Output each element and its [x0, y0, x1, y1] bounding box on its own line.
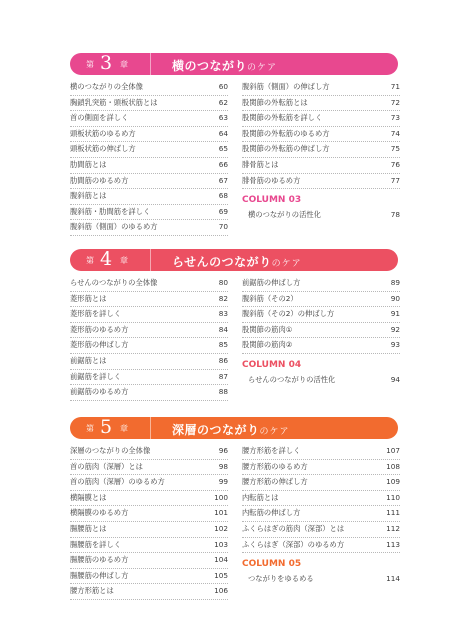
- entry-title: 腰方形筋を詳しく: [242, 444, 302, 458]
- toc-entry[interactable]: [242, 174, 400, 190]
- entry-title: 腸腰筋のゆるめ方: [70, 553, 130, 567]
- toc-entry[interactable]: [70, 584, 228, 600]
- entry-title: 横隔膜とは: [70, 491, 108, 505]
- toc-entry[interactable]: [70, 307, 228, 323]
- toc-entry[interactable]: [70, 158, 228, 174]
- entry-page: 109: [384, 475, 400, 489]
- column-heading: COLUMN 05: [242, 559, 302, 570]
- column-entry[interactable]: [242, 373, 400, 387]
- entry-page: 103: [212, 538, 228, 552]
- toc-entry[interactable]: [70, 460, 228, 476]
- entry-page: 113: [384, 538, 400, 552]
- toc-entry[interactable]: [70, 142, 228, 158]
- toc-entry[interactable]: [70, 292, 228, 308]
- toc-entry[interactable]: [242, 292, 400, 308]
- header-divider: [150, 249, 151, 271]
- entry-page: 75: [389, 142, 400, 156]
- chapter-suffix: 章: [120, 256, 128, 265]
- column-page: 114: [386, 574, 400, 584]
- toc-entry[interactable]: [242, 491, 400, 507]
- entry-page: 93: [389, 338, 400, 352]
- entry-title: らせんのつながりの全体像: [70, 276, 159, 290]
- column-title: らせんのつながりの活性化: [248, 374, 336, 384]
- column-title: 横のつながりの活性化: [248, 210, 321, 220]
- entry-title: 腹斜筋（側面）の伸ばし方: [242, 80, 332, 94]
- right-column: [242, 80, 400, 222]
- column-heading: COLUMN 03: [242, 195, 302, 206]
- chapter-header-band: [70, 249, 398, 271]
- entry-page: 76: [389, 158, 400, 172]
- entry-title: 菱形筋とは: [70, 292, 108, 306]
- toc-entry[interactable]: [242, 158, 400, 174]
- toc-entry[interactable]: [70, 444, 228, 460]
- entry-title: 腹斜筋・肋間筋を詳しく: [70, 205, 152, 219]
- entry-title: 肋間筋のゆるめ方: [70, 174, 130, 188]
- toc-entry[interactable]: [70, 569, 228, 585]
- toc-entry[interactable]: [242, 323, 400, 339]
- toc-entry[interactable]: [70, 491, 228, 507]
- chapter-number: 4: [100, 249, 113, 270]
- entry-title: 頭板状筋の伸ばし方: [70, 142, 138, 156]
- right-column: [242, 444, 400, 586]
- chapter-title: [172, 253, 302, 270]
- entry-title: 腹斜筋とは: [70, 189, 108, 203]
- toc-entry[interactable]: [70, 205, 228, 221]
- chapter-title: [172, 57, 277, 74]
- toc-entry[interactable]: [242, 444, 400, 460]
- entry-title: ふくらはぎの筋肉（深部）とは: [242, 522, 346, 536]
- chapter-title-main: 深層のつながり: [172, 423, 260, 437]
- entry-title: ふくらはぎ（深部）のゆるめ方: [242, 538, 346, 552]
- header-divider: [150, 417, 151, 439]
- entry-title: 腸腰筋を詳しく: [70, 538, 123, 552]
- entry-page: 91: [389, 307, 400, 321]
- entry-page: 85: [217, 338, 228, 352]
- entry-title: 内転筋の伸ばし方: [242, 506, 302, 520]
- entry-page: 107: [384, 444, 400, 458]
- entry-page: 77: [389, 174, 400, 188]
- entry-title: 胸鎖乳突筋・頭板状筋とは: [70, 96, 160, 110]
- entry-title: 前鋸筋を詳しく: [70, 370, 123, 384]
- entry-page: 70: [217, 220, 228, 234]
- entry-page: 92: [389, 323, 400, 337]
- entry-page: 86: [217, 354, 228, 368]
- left-column: [70, 276, 228, 401]
- entry-page: 88: [217, 385, 228, 399]
- entry-title: 深層のつながりの全体像: [70, 444, 152, 458]
- chapter-suffix: 章: [120, 424, 128, 433]
- entry-page: 89: [389, 276, 400, 290]
- entry-title: 前鋸筋とは: [70, 354, 108, 368]
- entry-title: 頭板状筋のゆるめ方: [70, 127, 138, 141]
- entry-title: 腰方形筋の伸ばし方: [242, 475, 310, 489]
- entry-page: 84: [217, 323, 228, 337]
- entry-page: 64: [217, 127, 228, 141]
- entry-page: 71: [389, 80, 400, 94]
- chapter-number: 3: [100, 53, 113, 74]
- toc-entry[interactable]: [70, 111, 228, 127]
- entry-page: 108: [384, 460, 400, 474]
- entry-title: 腹斜筋（その2）: [242, 292, 300, 306]
- chapter-title-main: らせんのつながり: [172, 255, 272, 269]
- entry-page: 69: [217, 205, 228, 219]
- toc-entry[interactable]: [70, 174, 228, 190]
- entry-title: 横隔膜のゆるめ方: [70, 506, 130, 520]
- entry-title: 股関節の外転筋のゆるめ方: [242, 127, 332, 141]
- entry-page: 67: [217, 174, 228, 188]
- toc-entry[interactable]: [242, 338, 400, 354]
- entry-title: 首の筋肉（深層）のゆるめ方: [70, 475, 167, 489]
- entry-page: 111: [384, 506, 400, 520]
- entry-title: 首の側面を詳しく: [70, 111, 130, 125]
- toc-entry[interactable]: [70, 323, 228, 339]
- entry-title: 腹斜筋（その2）の伸ばし方: [242, 307, 336, 321]
- entry-page: 101: [212, 506, 228, 520]
- entry-title: 前鋸筋のゆるめ方: [70, 385, 130, 399]
- chapter-title: [172, 421, 290, 438]
- chapter-title-sub: のケア: [271, 259, 302, 269]
- toc-entry[interactable]: [70, 338, 228, 354]
- toc-entry[interactable]: [70, 506, 228, 522]
- entry-page: 98: [217, 460, 228, 474]
- entry-page: 72: [389, 96, 400, 110]
- toc-entry[interactable]: [70, 538, 228, 554]
- entry-page: 106: [212, 584, 228, 598]
- toc-entry[interactable]: [70, 385, 228, 401]
- chapter-prefix: 第: [86, 60, 94, 69]
- entry-page: 112: [384, 522, 400, 536]
- entry-title: 肋間筋とは: [70, 158, 108, 172]
- entry-title: 股関節の筋肉②: [242, 338, 294, 352]
- chapter-header-band: [70, 53, 398, 75]
- toc-entry[interactable]: [242, 522, 400, 538]
- entry-page: 90: [389, 292, 400, 306]
- entry-title: 股関節の外転筋を詳しく: [242, 111, 324, 125]
- toc-entry[interactable]: [242, 538, 400, 554]
- left-column: [70, 444, 228, 600]
- toc-entry[interactable]: [242, 96, 400, 112]
- entry-title: 首の筋肉（深層）とは: [70, 460, 145, 474]
- chapter-number: 5: [100, 417, 113, 438]
- entry-page: 63: [217, 111, 228, 125]
- toc-entry[interactable]: [70, 80, 228, 96]
- toc-entry[interactable]: [242, 127, 400, 143]
- chapter-section: [70, 249, 400, 397]
- entry-title: 腰方形筋とは: [70, 584, 116, 598]
- toc-entry[interactable]: [70, 220, 228, 236]
- toc-entry[interactable]: [70, 475, 228, 491]
- chapter-title-sub: のケア: [259, 427, 290, 437]
- entry-page: 66: [217, 158, 228, 172]
- entry-title: 横のつながりの全体像: [70, 80, 145, 94]
- entry-page: 110: [384, 491, 400, 505]
- chapter-prefix: 第: [86, 256, 94, 265]
- toc-entry[interactable]: [242, 111, 400, 127]
- chapter-title-main: 横のつながり: [172, 59, 248, 73]
- toc-entry[interactable]: [242, 80, 400, 96]
- entry-title: 腓骨筋とは: [242, 158, 280, 172]
- entry-page: 87: [217, 370, 228, 384]
- chapter-prefix: 第: [86, 424, 94, 433]
- entry-title: 腸腰筋の伸ばし方: [70, 569, 130, 583]
- entry-title: 股関節の筋肉①: [242, 323, 294, 337]
- entry-title: 腹斜筋（側面）のゆるめ方: [70, 220, 160, 234]
- entry-page: 99: [217, 475, 228, 489]
- chapter-section: [70, 417, 400, 596]
- entry-title: 菱形筋の伸ばし方: [70, 338, 130, 352]
- entry-page: 80: [217, 276, 228, 290]
- column-entry[interactable]: [242, 572, 400, 586]
- toc-entry[interactable]: [70, 522, 228, 538]
- right-column: [242, 276, 400, 387]
- entry-page: 68: [217, 189, 228, 203]
- toc-entry[interactable]: [242, 307, 400, 323]
- chapter-header-band: [70, 417, 398, 439]
- entry-title: 内転筋とは: [242, 491, 280, 505]
- toc-entry[interactable]: [242, 460, 400, 476]
- entry-page: 74: [389, 127, 400, 141]
- entry-title: 腓骨筋のゆるめ方: [242, 174, 302, 188]
- column-title: つながりをゆるめる: [248, 574, 314, 584]
- entry-title: 菱形筋を詳しく: [70, 307, 123, 321]
- column-page: 94: [390, 374, 400, 384]
- chapter-title-sub: のケア: [247, 63, 278, 73]
- toc-entry[interactable]: [70, 370, 228, 386]
- header-divider: [150, 53, 151, 75]
- entry-page: 62: [217, 96, 228, 110]
- entry-page: 100: [212, 491, 228, 505]
- toc-entry[interactable]: [70, 96, 228, 112]
- entry-page: 83: [217, 307, 228, 321]
- column-entry[interactable]: [242, 208, 400, 222]
- left-column: [70, 80, 228, 236]
- entry-title: 腸腰筋とは: [70, 522, 108, 536]
- entry-page: 104: [212, 553, 228, 567]
- column-heading: COLUMN 04: [242, 359, 302, 370]
- toc-entry[interactable]: [242, 475, 400, 491]
- toc-entry[interactable]: [70, 276, 228, 292]
- entry-title: 菱形筋のゆるめ方: [70, 323, 130, 337]
- entry-page: 102: [212, 522, 228, 536]
- toc-entry[interactable]: [242, 276, 400, 292]
- entry-page: 60: [217, 80, 228, 94]
- entry-title: 腰方形筋のゆるめ方: [242, 460, 310, 474]
- toc-entry[interactable]: [70, 127, 228, 143]
- toc-entry[interactable]: [242, 142, 400, 158]
- entry-title: 前鋸筋の伸ばし方: [242, 276, 302, 290]
- toc-entry[interactable]: [70, 354, 228, 370]
- entry-page: 73: [389, 111, 400, 125]
- toc-entry[interactable]: [242, 506, 400, 522]
- column-page: 78: [390, 210, 400, 220]
- entry-title: 股関節の外転筋とは: [242, 96, 310, 110]
- entry-page: 105: [212, 569, 228, 583]
- entry-title: 股関節の外転筋の伸ばし方: [242, 142, 332, 156]
- chapter-section: [70, 53, 400, 232]
- toc-entry[interactable]: [70, 553, 228, 569]
- toc-entry[interactable]: [70, 189, 228, 205]
- entry-page: 82: [217, 292, 228, 306]
- entry-page: 96: [217, 444, 228, 458]
- chapter-suffix: 章: [120, 60, 128, 69]
- entry-page: 65: [217, 142, 228, 156]
